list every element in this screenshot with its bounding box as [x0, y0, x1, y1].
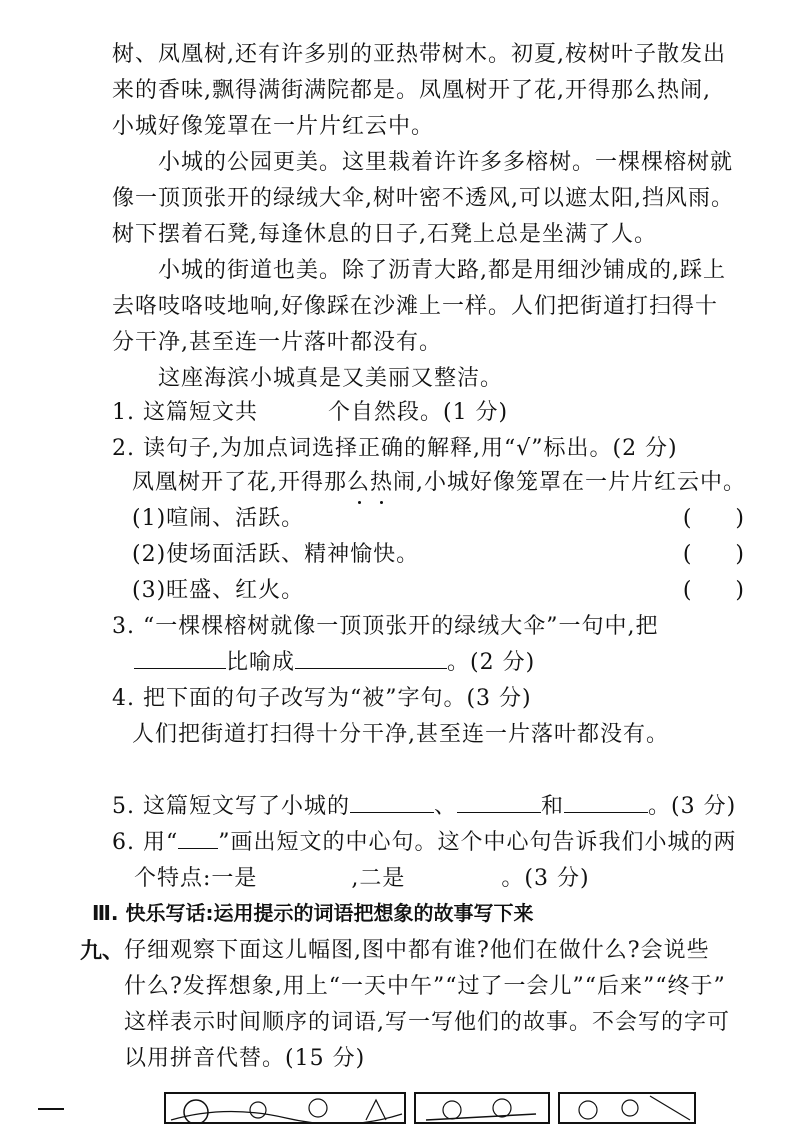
underline-symbol [178, 826, 218, 849]
question-3-end: 。(2 分) [447, 650, 536, 675]
question-6-text-b: ”画出短文的中心句。这个中心句告诉我们小城的两 [218, 830, 737, 855]
question-6-l2a: 个特点:一是 [134, 866, 258, 891]
answer-blank[interactable] [350, 790, 434, 813]
passage-line: 来的香味,飘得满街满院都是。凤凰树开了花,开得那么热闹, [112, 78, 711, 103]
passage-line: 分干净,甚至连一片落叶都没有。 [112, 330, 442, 355]
question-1-text-end: 个自然段。(1 分) [327, 400, 509, 425]
question-9-number: 九、 [80, 938, 125, 964]
option-3-checkbox[interactable]: ( ) [682, 578, 744, 603]
answer-blank[interactable] [258, 397, 328, 419]
question-4-sentence: 人们把街道打扫得十分干净,甚至连一片落叶都没有。 [132, 722, 669, 747]
question-5-sep: 、 [433, 794, 457, 819]
picture-3-illustration [560, 1094, 694, 1122]
emphasis-dot [380, 501, 383, 504]
question-4: 4. 把下面的句子改写为“被”字句。(3 分) [112, 686, 532, 711]
answer-blank[interactable] [295, 646, 447, 669]
question-9-line: 什么?发挥想象,用上“一天中午”“过了一会儿”“后来”“终于” [124, 974, 726, 999]
question-2: 2. 读句子,为加点词选择正确的解释,用“√”标出。(2 分) [112, 436, 678, 461]
question-5-end: 。(3 分) [648, 794, 737, 819]
passage-line: 小城的公园更美。这里栽着许许多多榕树。一棵棵榕树就 [158, 150, 734, 175]
question-6-l2b: ,二是 [351, 866, 406, 891]
question-2-sentence: 凤凰树开了花,开得那么热闹,小城好像笼罩在一片片红云中。 [132, 470, 746, 495]
question-9-line: 以用拼音代替。(15 分) [124, 1046, 366, 1071]
footer-dash [38, 1108, 64, 1110]
option-1-checkbox[interactable]: ( ) [682, 506, 744, 531]
picture-3-frame [558, 1092, 696, 1124]
question-9-line: 这样表示时间顺序的词语,写一写他们的故事。不会写的字可 [124, 1010, 730, 1035]
question-5-text: 5. 这篇短文写了小城的 [112, 794, 350, 819]
emphasis-dot [358, 501, 361, 504]
question-6-line2 [134, 862, 590, 896]
question-6 [112, 826, 736, 860]
question-5-and: 和 [541, 794, 565, 819]
question-9-line: 仔细观察下面这儿幅图,图中都有谁?他们在做什么?会说些 [124, 938, 710, 963]
picture-1-illustration [166, 1094, 404, 1122]
option-3: (3)旺盛、红火。 [132, 578, 305, 603]
answer-blank[interactable] [457, 790, 541, 813]
passage-line: 这座海滨小城真是又美丽又整洁。 [158, 366, 504, 391]
passage-line: 小城好像笼罩在一片片红云中。 [112, 114, 435, 139]
question-3-line2 [134, 646, 535, 680]
question-6-l2c: 。(3 分) [501, 866, 590, 891]
question-1 [112, 396, 508, 430]
passage-line: 像一顶顶张开的绿绒大伞,树叶密不透风,可以遮太阳,挡风雨。 [112, 186, 734, 211]
passage-line: 去咯吱咯吱地响,好像踩在沙滩上一样。人们把街道打扫得十 [112, 294, 718, 319]
answer-blank[interactable] [134, 646, 226, 669]
answer-area[interactable] [132, 758, 742, 788]
answer-blank[interactable] [564, 790, 648, 813]
answer-blank[interactable] [257, 863, 351, 885]
passage-line: 小城的街道也美。除了沥青大路,都是用细沙铺成的,踩上 [158, 258, 726, 283]
question-3-mid: 比喻成 [226, 650, 296, 675]
option-1: (1)喧闹、活跃。 [132, 506, 305, 531]
question-5 [112, 790, 736, 824]
answer-blank[interactable] [405, 863, 501, 885]
option-2-checkbox[interactable]: ( ) [682, 542, 744, 567]
picture-2-illustration [416, 1094, 548, 1122]
picture-1-frame [164, 1092, 406, 1124]
question-3: 3. “一棵棵榕树就像一顶顶张开的绿绒大伞”一句中,把 [112, 614, 659, 639]
picture-2-frame [414, 1092, 550, 1124]
section-3-title: Ⅲ. 快乐写话:运用提示的词语把想象的故事写下来 [92, 901, 534, 925]
passage-line: 树、凤凰树,还有许多别的亚热带树木。初夏,桉树叶子散发出 [112, 42, 726, 67]
question-1-text: 1. 这篇短文共 [112, 400, 258, 425]
passage-line: 树下摆着石凳,每逢休息的日子,石凳上总是坐满了人。 [112, 222, 657, 247]
question-6-text: 6. 用“ [112, 830, 179, 855]
option-2: (2)使场面活跃、精神愉快。 [132, 542, 420, 567]
